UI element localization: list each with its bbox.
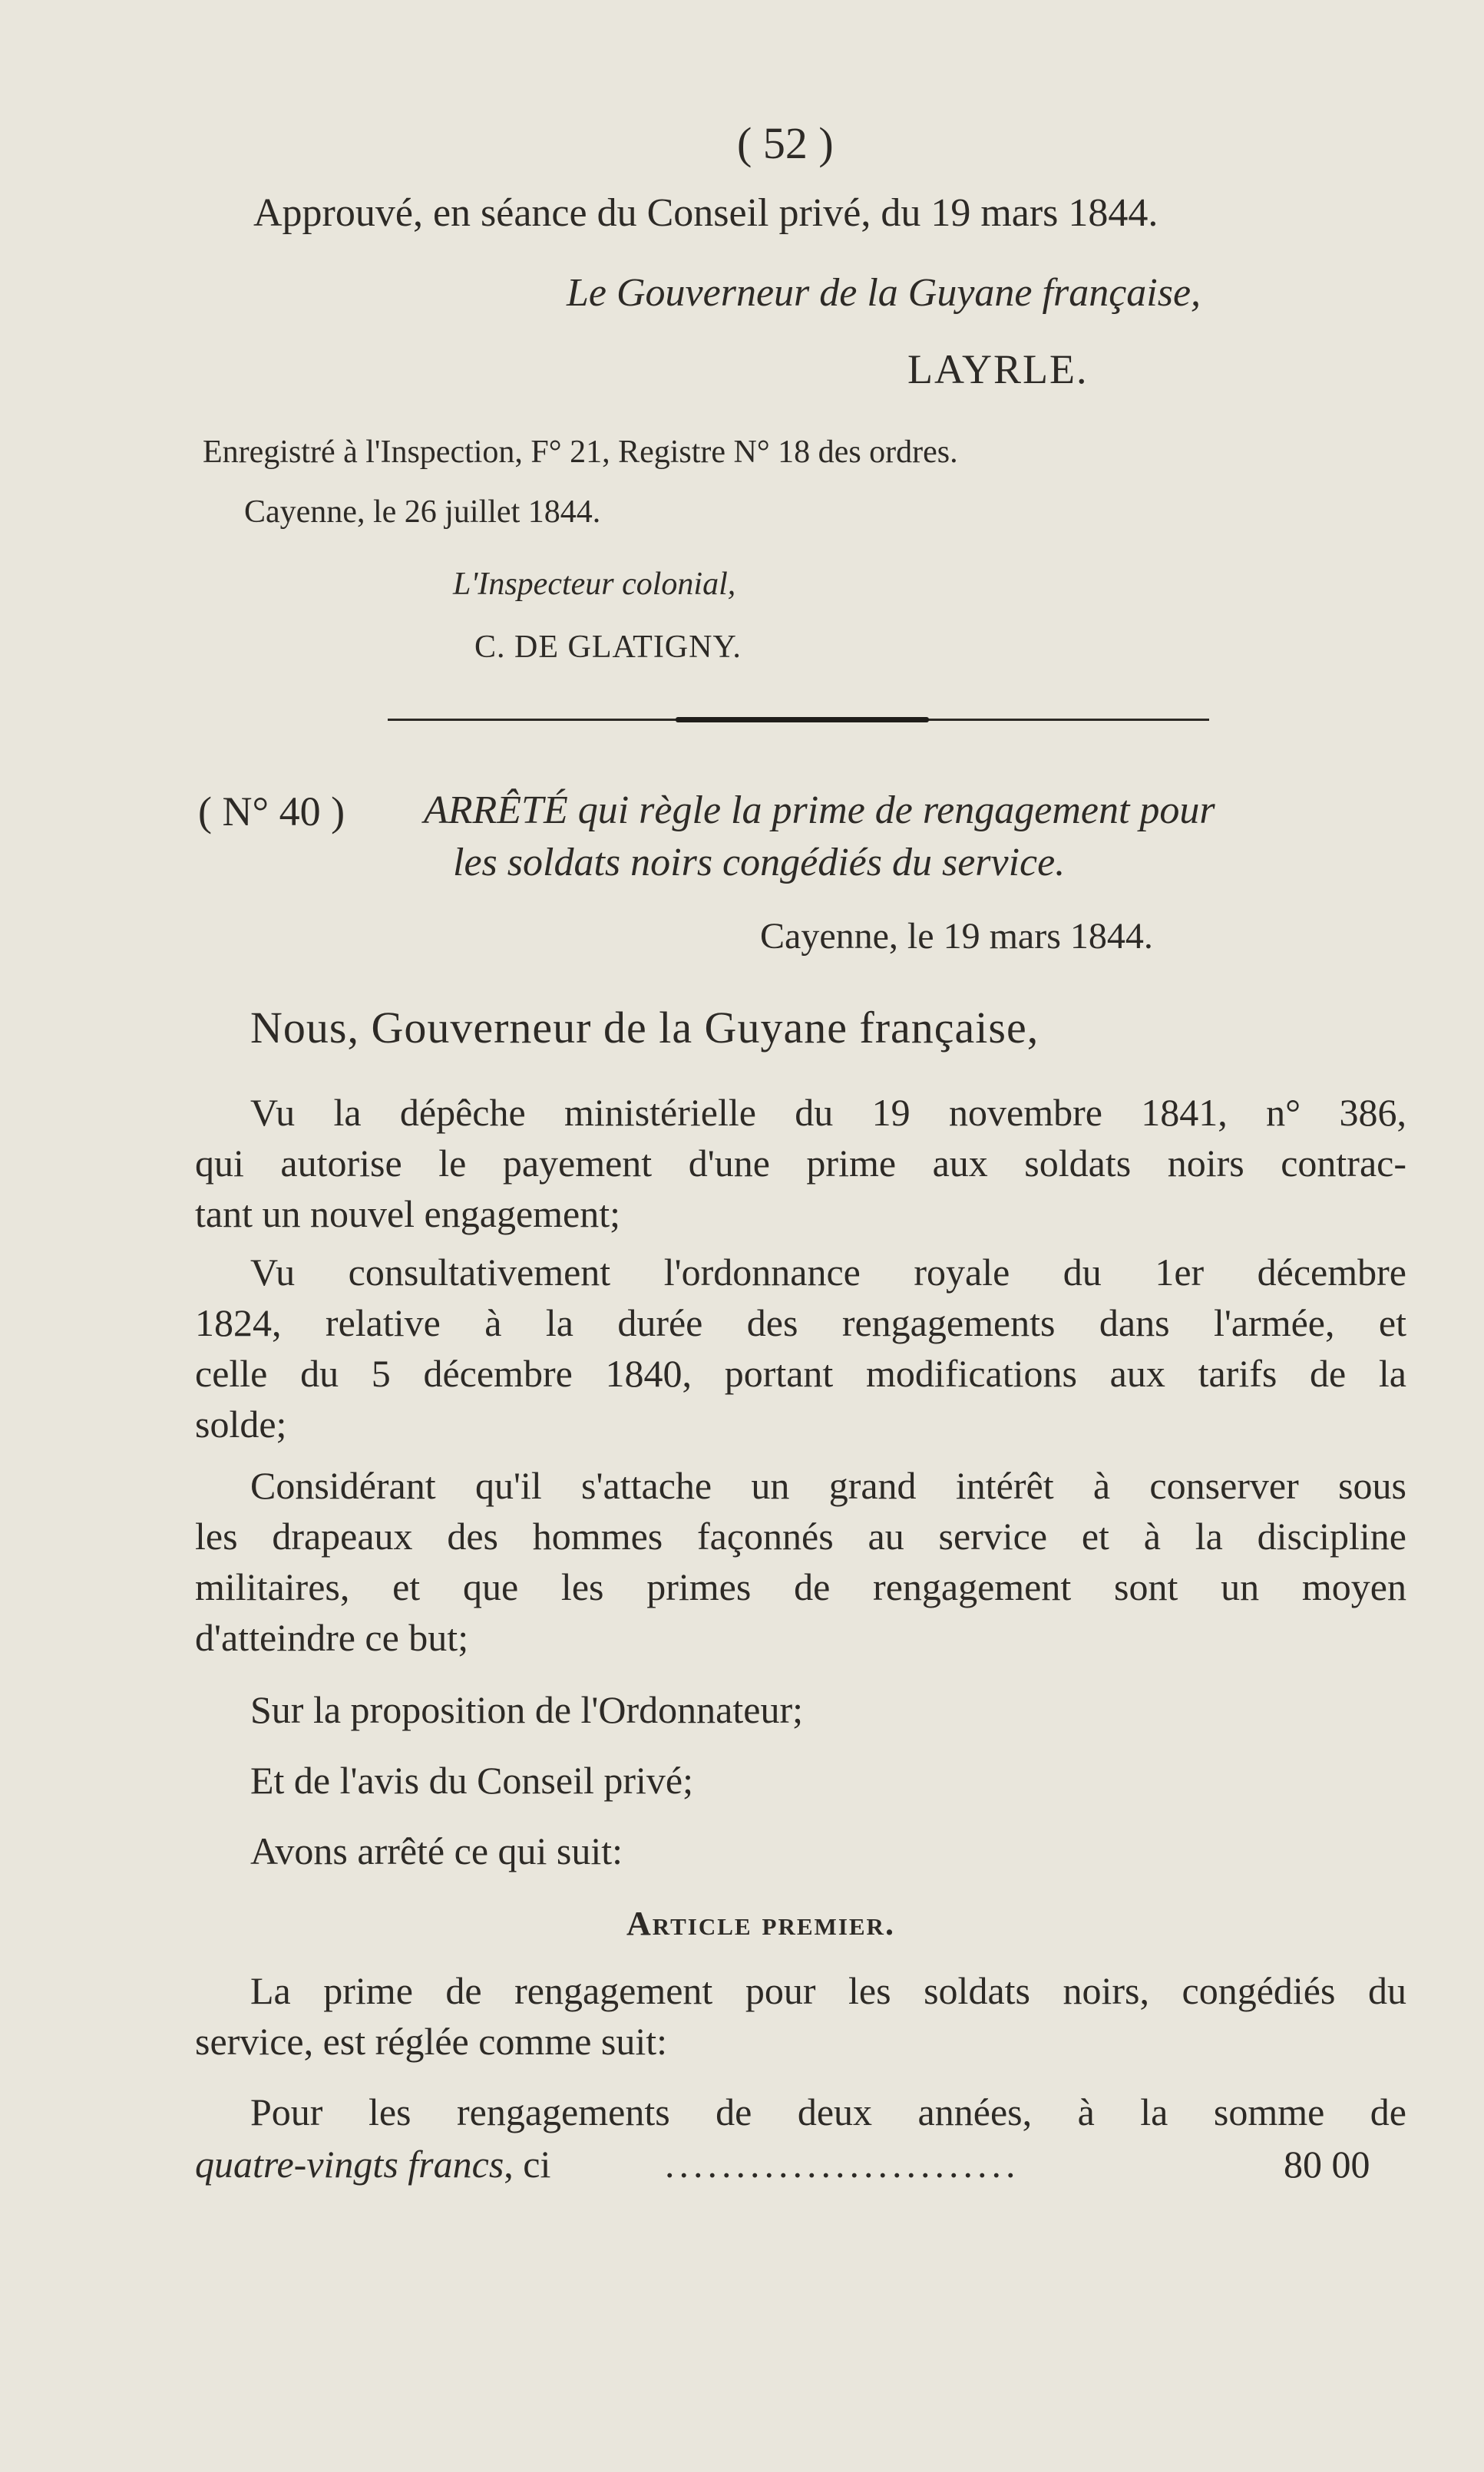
- paragraph-3-line-4: d'atteindre ce but;: [195, 1616, 469, 1659]
- leader-dots: .........................: [665, 2143, 1020, 2186]
- page-number: ( 52 ): [737, 118, 834, 168]
- paragraph-2-line-4: solde;: [195, 1403, 287, 1446]
- article-1-line-2: service, est réglée comme suit:: [195, 2020, 668, 2063]
- paragraph-2-line-3: celle du 5 décembre 1840, portant modifications aux tarifs de la: [195, 1352, 1406, 1395]
- paragraph-3-line-3: militaires, et que les primes de rengagement sont un moyen: [195, 1565, 1406, 1608]
- paragraph-4: Sur la proposition de l'Ordonnateur;: [250, 1688, 803, 1731]
- article-1-line-1: La prime de rengagement pour les soldats noirs, congédiés du: [250, 1969, 1406, 2012]
- amount-in-words: quatre-vingts francs: [195, 2143, 504, 2186]
- paragraph-1-line-1: Vu la dépêche ministérielle du 19 novembre 1841, n° 386,: [250, 1091, 1406, 1134]
- amount-suffix: , ci: [504, 2143, 551, 2186]
- article-title: Article premier.: [626, 1905, 895, 1942]
- registration-place-date: Cayenne, le 26 juillet 1844.: [244, 494, 601, 530]
- decree-heading-line-2: les soldats noirs congédiés du service.: [453, 841, 1066, 884]
- article-1-line-4: [195, 2143, 551, 2186]
- paragraph-2-line-2: 1824, relative à la durée des rengagements dans l'armée, et: [195, 1301, 1406, 1344]
- governor-name: LAYRLE.: [907, 346, 1089, 392]
- inspector-title: L'Inspecteur colonial,: [453, 567, 736, 602]
- paragraph-1-line-2: qui autorise le payement d'une prime aux soldats noirs contrac-: [195, 1142, 1406, 1185]
- section-divider-swell: [676, 717, 929, 722]
- paragraph-5: Et de l'avis du Conseil privé;: [250, 1759, 693, 1802]
- article-1-line-3: Pour les rengagements de deux années, à la somme de: [250, 2090, 1406, 2133]
- registration-line: Enregistré à l'Inspection, F° 21, Registre N° 18 des ordres.: [203, 435, 958, 470]
- inspector-name: C. DE GLATIGNY.: [474, 630, 742, 665]
- approval-line: Approuvé, en séance du Conseil privé, du 19 mars 1844.: [253, 191, 1158, 235]
- paragraph-3-line-2: les drapeaux des hommes façonnés au service et à la discipline: [195, 1515, 1406, 1558]
- governor-title: Le Gouverneur de la Guyane française,: [567, 271, 1201, 315]
- amount-figure: 80 00: [1284, 2143, 1370, 2186]
- paragraph-2-line-1: Vu consultativement l'ordonnance royale du 1er décembre: [250, 1251, 1406, 1294]
- opening-formula: Nous, Gouverneur de la Guyane française,: [250, 1003, 1039, 1053]
- decree-place-date: Cayenne, le 19 mars 1844.: [760, 916, 1153, 957]
- decree-heading-line-1: ARRÊTÉ qui règle la prime de rengagement pour: [424, 788, 1215, 832]
- paragraph-1-line-3: tant un nouvel engagement;: [195, 1192, 621, 1235]
- paragraph-3-line-1: Considérant qu'il s'attache un grand intérêt à conserver sous: [250, 1464, 1406, 1507]
- decree-number: ( N° 40 ): [198, 788, 345, 834]
- paragraph-6: Avons arrêté ce qui suit:: [250, 1829, 623, 1872]
